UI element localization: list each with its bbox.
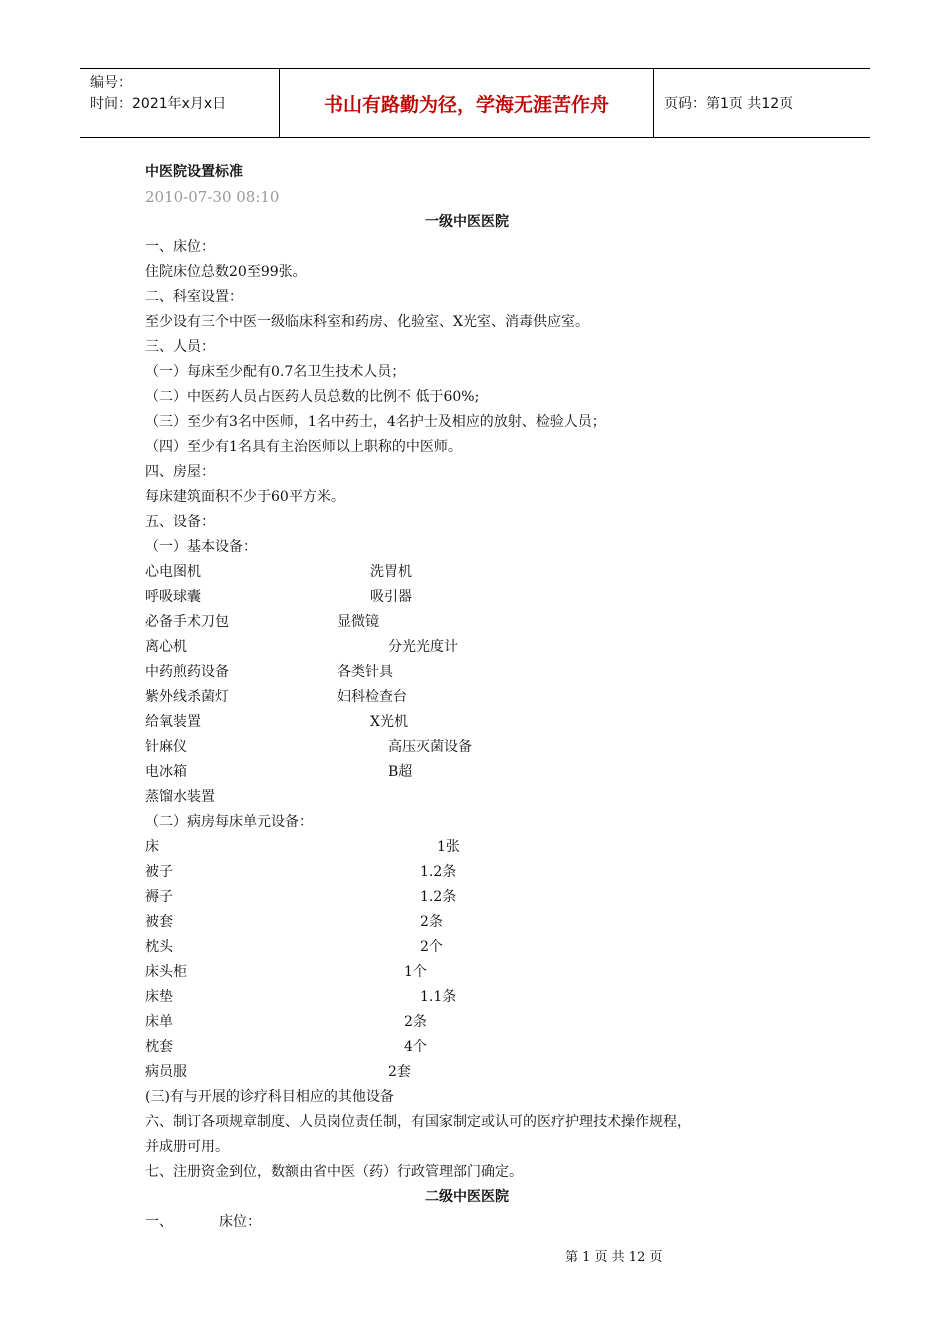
bed-item: 褥子 xyxy=(145,889,173,905)
text-line: 并成册可用。 xyxy=(145,1139,229,1155)
equip-item: 分光光度计 xyxy=(388,639,458,655)
equip-item: 高压灭菌设备 xyxy=(388,739,472,755)
bed-item: 床 xyxy=(145,839,159,855)
bed-qty: 1个 xyxy=(404,964,427,980)
page-footer: 第 1 页 共 12 页 xyxy=(565,1250,663,1265)
text-line: （四）至少有1名具有主治医师以上职称的中医师。 xyxy=(145,439,462,455)
equip-item: 电冰箱 xyxy=(145,764,187,780)
equip-item: 必备手术刀包 xyxy=(145,614,229,630)
text-line: （一）每床至少配有0.7名卫生技术人员； xyxy=(145,364,406,380)
header-motto: 书山有路勤为径，学海无涯苦作舟 xyxy=(280,69,654,137)
bed-qty: 4个 xyxy=(404,1039,427,1055)
time-label: 时间：2021年x月x日 xyxy=(90,96,227,112)
text-line: （二）中医药人员占医药人员总数的比例不 低于60%; xyxy=(145,389,480,405)
bed-item: 枕套 xyxy=(145,1039,173,1055)
equip-item: X光机 xyxy=(370,714,408,730)
bed-qty: 1张 xyxy=(437,839,460,855)
bed-qty: 2条 xyxy=(420,914,443,930)
text-line: （二）病房每床单元设备： xyxy=(145,814,313,830)
bed-qty: 2套 xyxy=(388,1064,411,1080)
bed-qty: 2个 xyxy=(420,939,443,955)
text-line: 六、制订各项规章制度、人员岗位责任制，有国家制定或认可的医疗护理技术操作规程， xyxy=(145,1114,691,1130)
equip-item: 吸引器 xyxy=(370,589,412,605)
equip-item: 中药煎药设备 xyxy=(145,664,229,680)
header-page-info: 页码：第1页 共12页 xyxy=(664,96,794,112)
equip-item: 离心机 xyxy=(145,639,187,655)
text-line: 至少设有三个中医一级临床科室和药房、化验室、X光室、消毒供应室。 xyxy=(145,314,589,330)
equip-item: 呼吸球囊 xyxy=(145,589,201,605)
page-header xyxy=(80,68,870,138)
doc-title: 中医院设置标准 xyxy=(145,164,243,180)
bed-qty: 1.2条 xyxy=(420,864,457,880)
text-line: 七、注册资金到位，数额由省中医（药）行政管理部门确定。 xyxy=(145,1164,523,1180)
text-line: 床位： xyxy=(219,1214,261,1230)
header-left-cell xyxy=(80,69,280,137)
bed-item: 床头柜 xyxy=(145,964,187,980)
equip-item: 紫外线杀菌灯 xyxy=(145,689,229,705)
equip-item: 心电图机 xyxy=(145,564,201,580)
equip-item: 显微镜 xyxy=(337,614,379,630)
text-line: 二、科室设置： xyxy=(145,289,243,305)
bed-qty: 1.1条 xyxy=(420,989,457,1005)
bed-item: 被子 xyxy=(145,864,173,880)
text-line: 三、人员： xyxy=(145,339,215,355)
bed-item: 床垫 xyxy=(145,989,173,1005)
level1-title: 一级中医医院 xyxy=(425,214,509,230)
equip-item: 妇科检查台 xyxy=(337,689,407,705)
text-line: 一、床位： xyxy=(145,239,215,255)
equip-item: 洗胃机 xyxy=(370,564,412,580)
text-line: 每床建筑面积不少于60平方米。 xyxy=(145,489,345,505)
equip-item: 给氧装置 xyxy=(145,714,201,730)
doc-date: 2010-07-30 08:10 xyxy=(145,188,280,206)
bed-item: 枕头 xyxy=(145,939,173,955)
text-line: 五、设备： xyxy=(145,514,215,530)
text-line: (三)有与开展的诊疗科目相应的其他设备 xyxy=(145,1089,394,1105)
equip-item: 蒸馏水装置 xyxy=(145,789,215,805)
bed-qty: 2条 xyxy=(404,1014,427,1030)
number-label: 编号： xyxy=(90,75,132,91)
text-line: （三）至少有3名中医师，1名中药士，4名护士及相应的放射、检验人员； xyxy=(145,414,606,430)
bed-qty: 1.2条 xyxy=(420,889,457,905)
equip-item: 针麻仪 xyxy=(145,739,187,755)
text-line: （一）基本设备： xyxy=(145,539,257,555)
level2-title: 二级中医医院 xyxy=(425,1189,509,1205)
equip-item: B超 xyxy=(388,764,413,780)
text-line: 住院床位总数20至99张。 xyxy=(145,264,307,280)
text-line: 一、 xyxy=(145,1214,173,1230)
bed-item: 被套 xyxy=(145,914,173,930)
equip-item: 各类针具 xyxy=(337,664,393,680)
bed-item: 床单 xyxy=(145,1014,173,1030)
text-line: 四、房屋： xyxy=(145,464,215,480)
bed-item: 病员服 xyxy=(145,1064,187,1080)
